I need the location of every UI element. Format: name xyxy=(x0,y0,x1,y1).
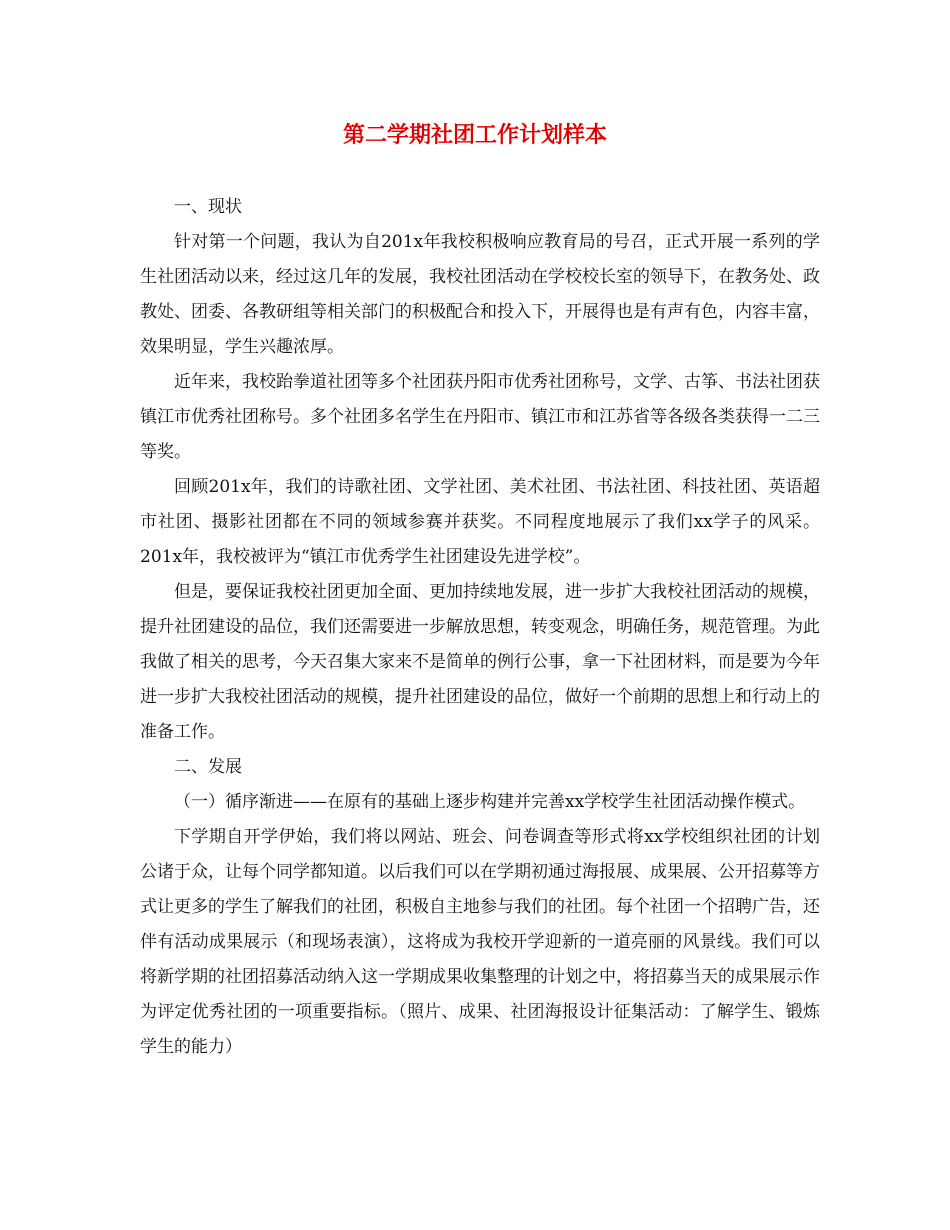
document-body xyxy=(140,190,820,1065)
paragraph-awards: 近年来，我校跆拳道社团等多个社团获丹阳市优秀社团称号，文学、古筝、书法社团获镇江市优秀社团称号。多个社团多名学生在丹阳市、镇江市和江苏省等各级各类获得一二三等奖。 xyxy=(140,372,820,462)
paragraph-next-semester: 下学期自开学伊始，我们将以网站、班会、问卷调查等形式将xx学校组织社团的计划公诸于众，让每个同学都知道。以后我们可以在学期初通过海报展、成果展、公开招募等方式让更多的学生了解我们的社团，积极自主地参与我们的社团。每个社团一个招聘广告，还伴有活动成果展示（和现场表演），这将成为我校开学迎新的一道亮丽的风景线。我们可以将新学期的社团招募活动纳入这一学期成果收集整理的计划之中，将招募当天的成果展示作为评定优秀社团的一项重要指标。（照片、成果、社团海报设计征集活动：了解学生、锻炼学生的能力） xyxy=(140,827,820,1057)
paragraph-status-intro: 针对第一个问题，我认为自201x年我校积极响应教育局的号召，正式开展一系列的学生社团活动以来，经过这几年的发展，我校社团活动在学校校长室的领导下，在教务处、政教处、团委、各教研组等相关部门的积极配合和投入下，开展得也是有声有色，内容丰富，效果明显，学生兴趣浓厚。 xyxy=(140,232,820,357)
section-heading-status: 一、现状 xyxy=(174,197,242,217)
paragraph-however: 但是，要保证我校社团更加全面、更加持续地发展，进一步扩大我校社团活动的规模，提升社团建设的品位，我们还需要进一步解放思想，转变观念，明确任务，规范管理。为此我做了相关的思考，今天召集大家来不是简单的例行公事，拿一下社团材料，而是要为今年进一步扩大我校社团活动的规模，提升社团建设的品位，做好一个前期的思想上和行动上的准备工作。 xyxy=(140,582,820,742)
document-title: 第二学期社团工作计划样本 xyxy=(342,122,607,148)
paragraph-step-by-step: （一）循序渐进——在原有的基础上逐步构建并完善xx学校学生社团活动操作模式。 xyxy=(174,792,806,812)
paragraph-review: 回顾201x年，我们的诗歌社团、文学社团、美术社团、书法社团、科技社团、英语超市社团、摄影社团都在不同的领域参赛并获奖。不同程度地展示了我们xx学子的风采。201x年，我校被评为“镇江市优秀学生社团建设先进学校”。 xyxy=(140,477,820,567)
section-heading-development: 二、发展 xyxy=(174,757,242,777)
